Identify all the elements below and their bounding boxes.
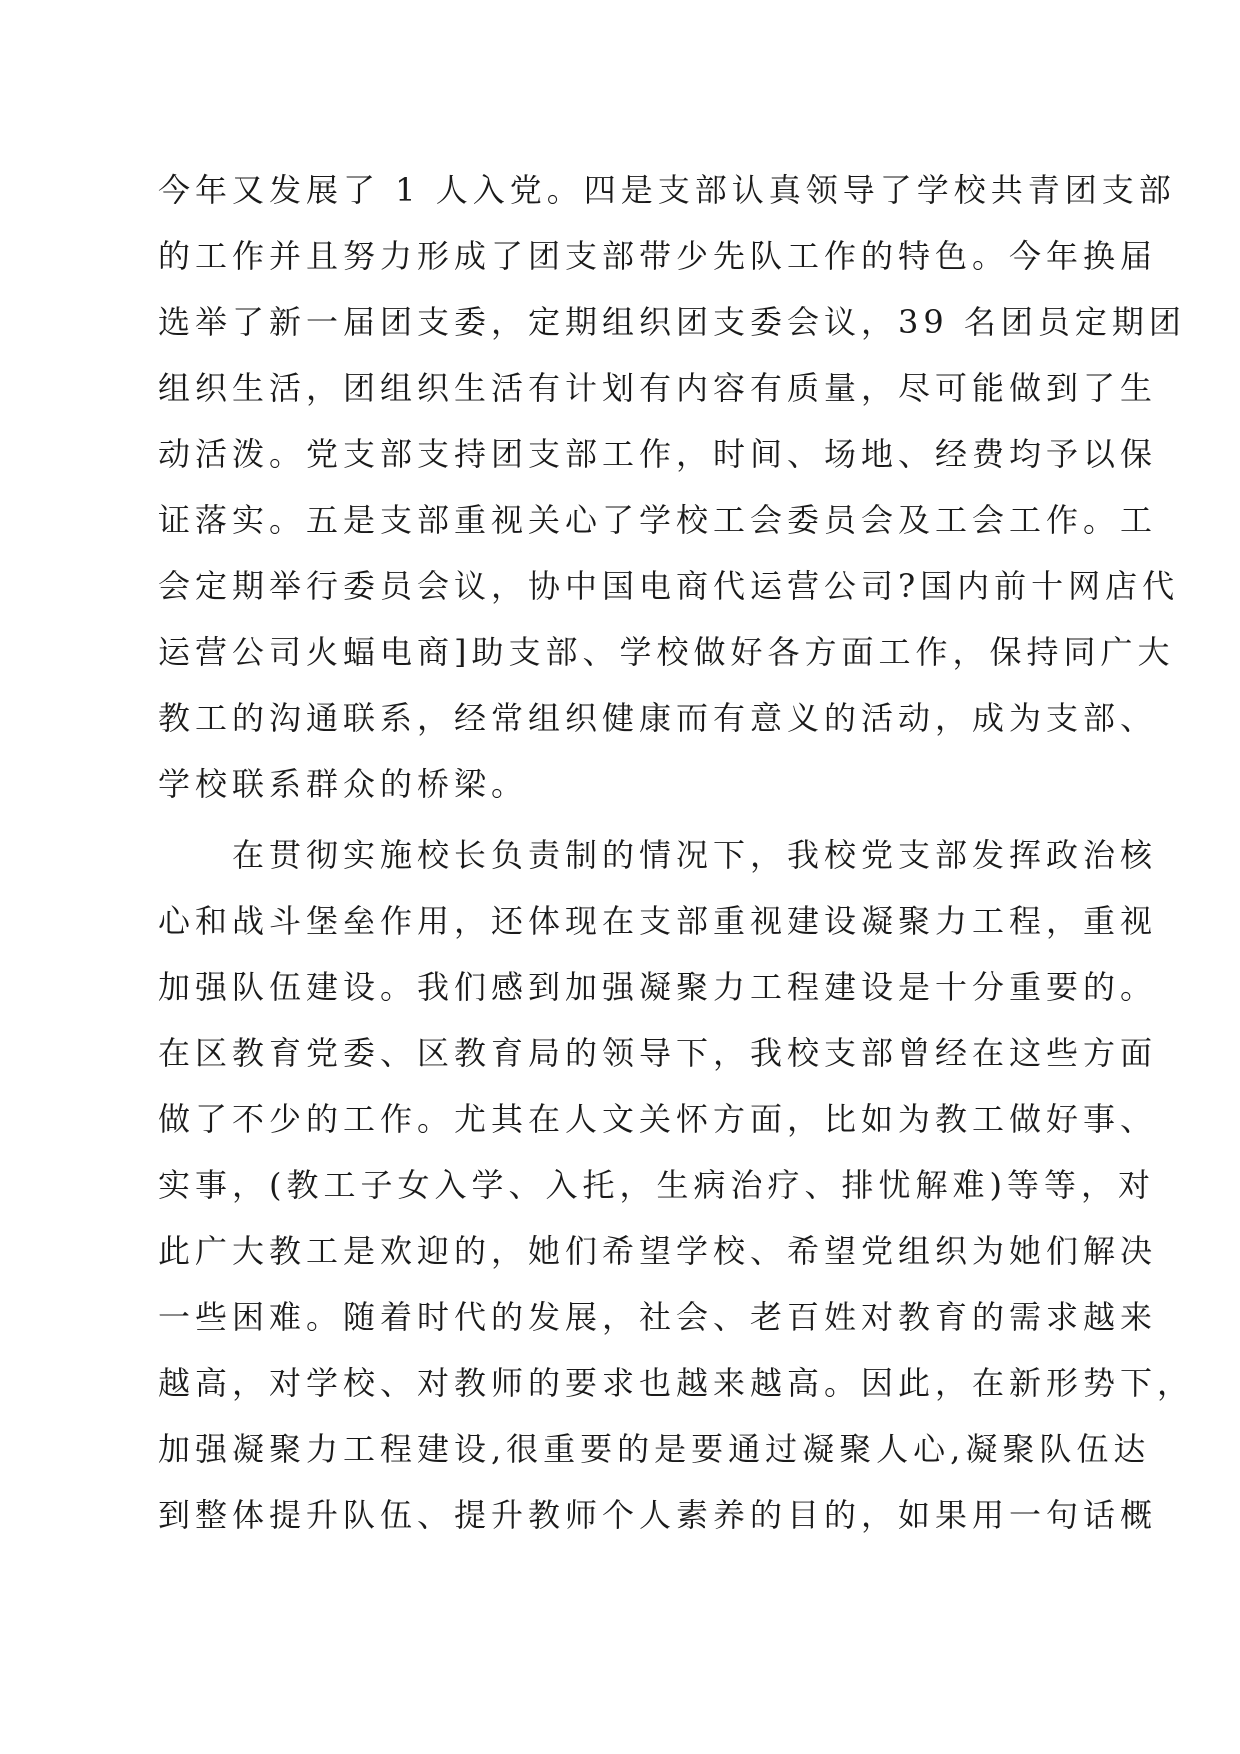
text-line: 越高，对学校、对教师的要求也越来越高。因此，在新形势下， <box>158 1364 1195 1402</box>
text-line: 一些困难。随着时代的发展，社会、老百姓对教育的需求越来 <box>158 1298 1158 1336</box>
text-line: 运营公司火蝠电商]助支部、学校做好各方面工作，保持同广大 <box>158 633 1175 671</box>
text-line: 心和战斗堡垒作用，还体现在支部重视建设凝聚力工程，重视 <box>158 902 1158 940</box>
text-line: 组织生活，团组织生活有计划有内容有质量，尽可能做到了生 <box>158 369 1158 407</box>
paragraph-first-line: 在贯彻实施校长负责制的情况下，我校党支部发挥政治核 <box>158 836 1158 874</box>
text-line: 今年又发展了 1 人入党。四是支部认真领导了学校共青团支部 <box>158 171 1176 209</box>
body-text <box>158 157 1195 1548</box>
text-line: 学校联系群众的桥梁。 <box>158 765 529 803</box>
text-line: 实事，(教工子女入学、入托，生病治疗、排忧解难)等等，对 <box>158 1166 1155 1204</box>
text-line: 会定期举行委员会议，协中国电商代运营公司?国内前十网店代 <box>158 567 1180 605</box>
text-line: 动活泼。党支部支持团支部工作，时间、场地、经费均予以保 <box>158 435 1158 473</box>
text-line: 加强队伍建设。我们感到加强凝聚力工程建设是十分重要的。 <box>158 968 1158 1006</box>
text-line: 证落实。五是支部重视关心了学校工会委员会及工会工作。工 <box>158 501 1158 539</box>
text-line: 加强凝聚力工程建设,很重要的是要通过凝聚人心,凝聚队伍达 <box>158 1430 1151 1468</box>
text-line: 此广大教工是欢迎的，她们希望学校、希望党组织为她们解决 <box>158 1232 1158 1270</box>
text-line: 做了不少的工作。尤其在人文关怀方面，比如为教工做好事、 <box>158 1100 1158 1138</box>
text-line: 在区教育党委、区教育局的领导下，我校支部曾经在这些方面 <box>158 1034 1158 1072</box>
text-line: 到整体提升队伍、提升教师个人素养的目的，如果用一句话概 <box>158 1496 1158 1534</box>
text-line: 的工作并且努力形成了团支部带少先队工作的特色。今年换届 <box>158 237 1158 275</box>
text-line: 教工的沟通联系，经常组织健康而有意义的活动，成为支部、 <box>158 699 1158 737</box>
text-line: 选举了新一届团支委，定期组织团支委会议，39 名团员定期团 <box>158 303 1186 341</box>
